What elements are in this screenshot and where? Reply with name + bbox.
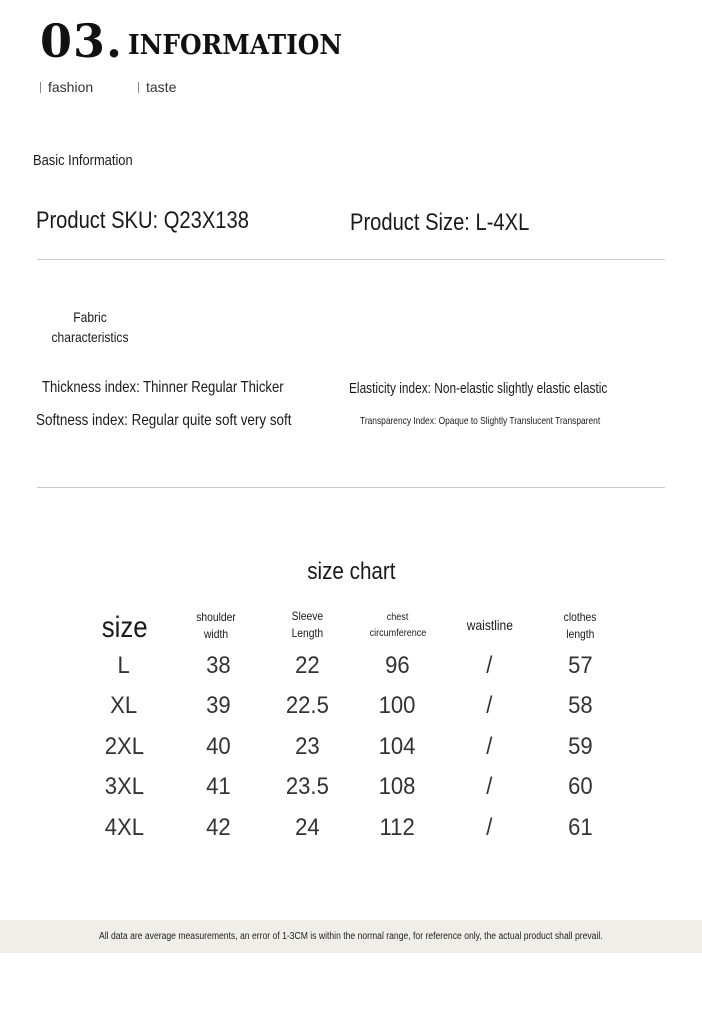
table-cell (178, 814, 258, 842)
size-chart-title-text: size chart (306, 558, 396, 585)
tag-fashion (40, 79, 93, 95)
table-cell (178, 692, 258, 720)
product-size: Product Size: L-4XL (350, 209, 530, 236)
table-cell (267, 652, 347, 680)
basic-info-heading: Basic Information (33, 152, 133, 169)
cell-value: 61 (567, 814, 593, 841)
cell-value: / (485, 773, 493, 800)
table-cell (449, 692, 529, 720)
table-cell (540, 733, 620, 761)
cell-value: 22.5 (285, 692, 329, 719)
tag-label: fashion (48, 79, 94, 95)
elasticity-index: Elasticity index: Non-elastic slightly elastic elastic (349, 381, 608, 397)
table-cell (178, 733, 258, 761)
column-header-line2: length (565, 627, 595, 641)
tag-divider-icon (40, 82, 41, 93)
cell-value: 40 (205, 733, 231, 760)
size-chart-title (0, 558, 702, 586)
table-cell (178, 652, 258, 680)
cell-value: 42 (205, 814, 231, 841)
column-header-size (85, 611, 165, 645)
cell-value: 96 (384, 652, 410, 679)
table-cell (357, 773, 437, 801)
cell-value: 41 (205, 773, 231, 800)
column-header-sleeve (267, 608, 347, 642)
cell-value: L (117, 652, 131, 679)
column-header-line1: clothes (563, 610, 597, 624)
fabric-heading-line1: Fabric (73, 309, 107, 325)
table-cell (84, 692, 164, 720)
table-cell (84, 652, 164, 680)
cell-value: 104 (378, 733, 416, 760)
column-header-chest (350, 609, 446, 641)
tag-taste (138, 79, 176, 95)
cell-value: 3XL (104, 773, 144, 800)
table-cell (267, 814, 347, 842)
table-cell (267, 733, 347, 761)
cell-value: 112 (379, 814, 415, 841)
column-header-line1: waistline (466, 617, 514, 633)
column-header-line1: chest (387, 611, 409, 623)
column-header-line1: shoulder (196, 610, 236, 624)
table-cell (178, 773, 258, 801)
column-header-line2: Length (291, 626, 323, 640)
table-cell (357, 814, 437, 842)
table-cell (449, 652, 529, 680)
cell-value: 58 (567, 692, 593, 719)
table-cell (357, 692, 437, 720)
column-header-label: size (102, 611, 148, 644)
cell-value: 23.5 (285, 773, 329, 800)
table-cell (84, 814, 164, 842)
cell-value: 108 (378, 773, 416, 800)
tag-divider-icon (138, 82, 139, 93)
table-cell (540, 652, 620, 680)
softness-index: Softness index: Regular quite soft very soft (36, 412, 292, 429)
table-cell (540, 773, 620, 801)
cell-value: 24 (294, 814, 320, 841)
divider-bottom (37, 487, 665, 488)
cell-value: / (485, 733, 493, 760)
footer-note-text: All data are average measurements, an error of 1-3CM is within the normal range, for reference only, the actual product shall prevail. (99, 931, 603, 942)
cell-value: / (485, 814, 493, 841)
divider-top (37, 259, 665, 260)
cell-value: 4XL (104, 814, 144, 841)
cell-value: 59 (567, 733, 593, 760)
cell-value: 38 (205, 652, 231, 679)
cell-value: / (485, 652, 493, 679)
transparency-index: Transparency Index: Opaque to Slightly Translucent Transparent (360, 415, 601, 427)
table-cell (449, 733, 529, 761)
fabric-heading (40, 307, 140, 347)
table-cell (449, 773, 529, 801)
column-header-line2: width (203, 627, 229, 641)
table-cell (540, 692, 620, 720)
table-cell (84, 733, 164, 761)
cell-value: 100 (378, 692, 416, 719)
table-cell (357, 733, 437, 761)
table-cell (84, 773, 164, 801)
column-header-line1: Sleeve (291, 609, 323, 623)
cell-value: 22 (294, 652, 320, 679)
fabric-heading-line2: characteristics (51, 329, 129, 345)
cell-value: / (485, 692, 493, 719)
cell-value: 23 (294, 733, 320, 760)
cell-value: 39 (205, 692, 231, 719)
cell-value: 2XL (104, 733, 144, 760)
table-cell (357, 652, 437, 680)
table-cell (267, 773, 347, 801)
column-header-clothes (540, 609, 620, 643)
table-cell (449, 814, 529, 842)
cell-value: 60 (567, 773, 593, 800)
thickness-index: Thickness index: Thinner Regular Thicker (42, 379, 284, 396)
cell-value: 57 (567, 652, 593, 679)
product-sku: Product SKU: Q23X138 (36, 207, 249, 234)
column-header-shoulder (176, 609, 256, 643)
column-header-line2: circumference (369, 627, 427, 639)
table-cell (540, 814, 620, 842)
section-title: INFORMATION (128, 30, 343, 61)
section-number: 03. (40, 14, 124, 68)
table-cell (267, 692, 347, 720)
cell-value: XL (110, 692, 138, 719)
tag-label: taste (146, 79, 177, 95)
column-header-waistline (450, 617, 530, 634)
footer-note (0, 931, 702, 942)
